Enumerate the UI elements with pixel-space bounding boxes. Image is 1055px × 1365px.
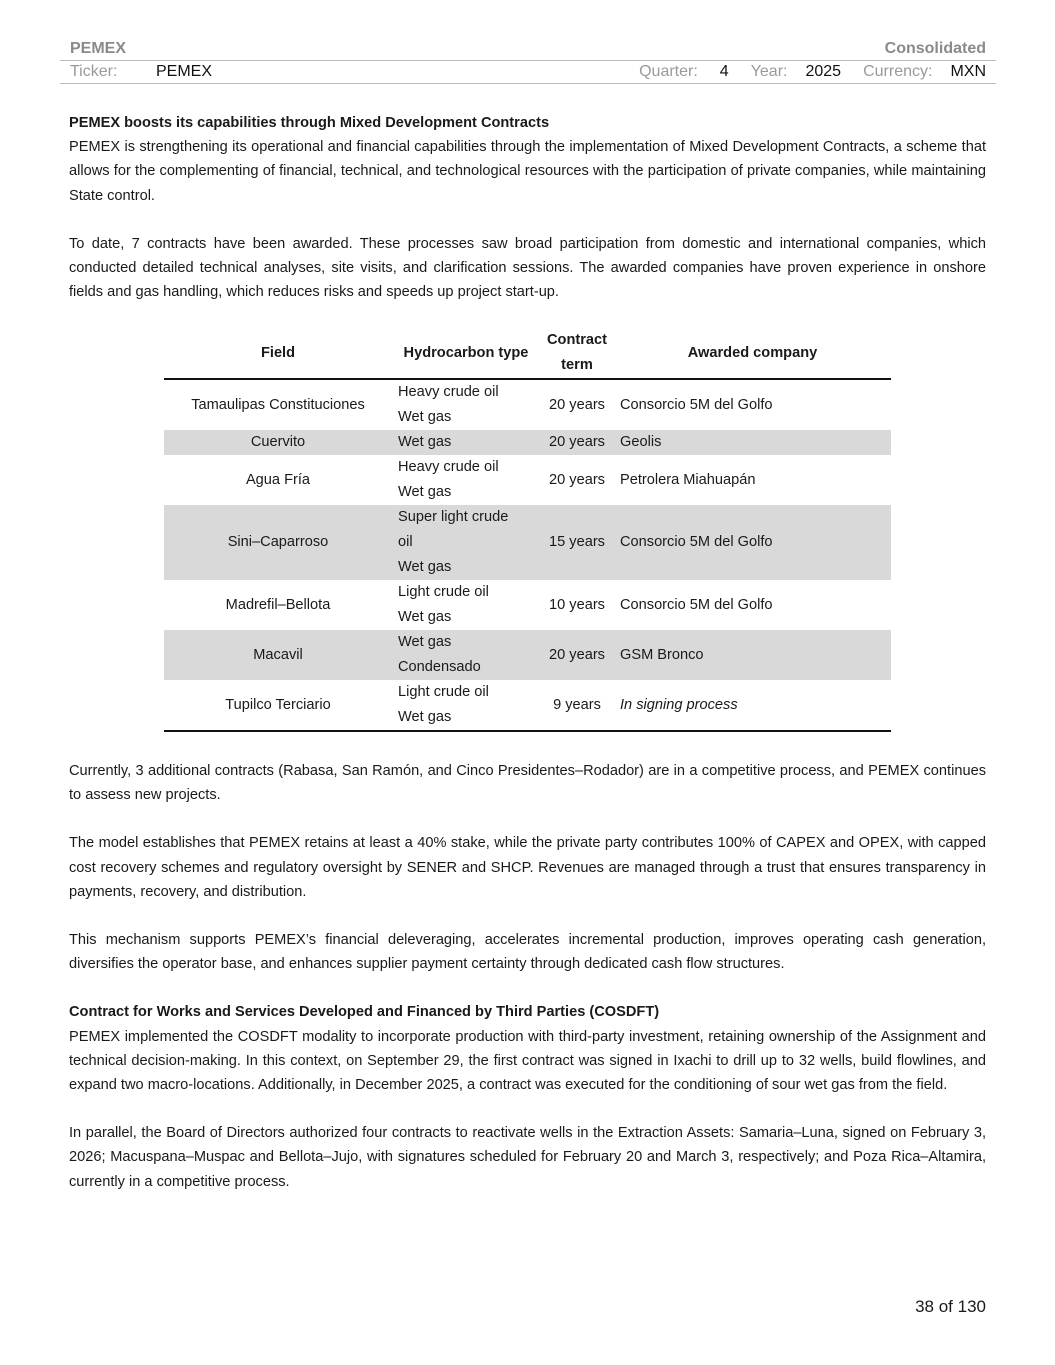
cell-awarded-company: Petrolera Miahuapán [620, 471, 756, 488]
cell-contract-term: 20 years [549, 471, 605, 488]
report-header [60, 36, 996, 84]
cell-awarded-company: Consorcio 5M del Golfo [620, 396, 773, 413]
cell-hydrocarbon-type [392, 455, 540, 505]
cell-awarded-company: Geolis [614, 430, 891, 455]
cell-hydrocarbon-type [392, 430, 540, 455]
cell-awarded-company: In signing process [614, 680, 891, 731]
hydrocarbon-type-line: Wet gas [398, 409, 452, 425]
cell-contract-term: 15 years [540, 505, 614, 580]
cell-field: Madrefil–Bellota [225, 596, 331, 613]
hydrocarbon-type-line: Wet gas [398, 559, 452, 575]
currency-label: Currency: [863, 63, 933, 80]
cell-field: Cuervito [164, 430, 392, 455]
cell-contract-term: 10 years [549, 596, 605, 613]
cell-hydrocarbon-type [392, 630, 540, 680]
section-mixed-development [69, 111, 986, 304]
cell-field: Agua Fría [245, 471, 311, 488]
section-title: PEMEX boosts its capabilities through Mixed Development Contracts [69, 115, 550, 131]
column-header-awarded-company: Awarded company [614, 328, 891, 379]
company-name: PEMEX [70, 40, 127, 57]
header-meta-row [60, 61, 996, 84]
table-row [164, 630, 891, 680]
cell-contract-term: 20 years [540, 430, 614, 455]
hydrocarbon-type-line: Wet gas [398, 709, 452, 725]
table-row [164, 455, 891, 505]
column-header-field: Field [164, 328, 392, 379]
cell-hydrocarbon-type [392, 379, 540, 430]
paragraph: PEMEX implemented the COSDFT modality to incorporate production with third-party investment, retaining ownership of the Assignment and technical decision-making. In this context, on September 29, the first contract was signed in Ixachi to drill up to 32 wells, build flowlines, and expand two macro-locations. Additionally, in December 2025, a contract was executed for the conditioning of sour wet gas from the field. [69, 1028, 986, 1094]
page-number: 38 of 130 [915, 1297, 986, 1316]
column-header-hydrocarbon-type: Hydrocarbon type [392, 328, 540, 379]
quarter-label: Quarter: [639, 63, 698, 80]
section-title: Contract for Works and Services Developed and Financed by Third Parties (COSDFT) [69, 1004, 660, 1021]
hydrocarbon-type-line: Wet gas [398, 609, 452, 625]
cell-contract-term: 20 years [540, 630, 614, 680]
table-row [164, 379, 891, 430]
report-scope: Consolidated [884, 40, 986, 57]
cell-field: Tamaulipas Constituciones [191, 396, 365, 413]
paragraph: This mechanism supports PEMEX’s financial deleveraging, accelerates incremental production, improves operating cash generation, diversifies the operator base, and enhances supplier payment certainty through dedicated cash flow structures. [69, 932, 986, 973]
hydrocarbon-type-line: Heavy crude oil [398, 459, 499, 475]
table-row [164, 680, 891, 731]
hydrocarbon-type-line: Super light crude [398, 509, 509, 525]
section-continued [69, 759, 986, 1194]
hydrocarbon-type-line: Wet gas [398, 434, 452, 450]
hydrocarbon-type-line: Light crude oil [398, 584, 489, 600]
table-header-row [164, 328, 891, 379]
paragraph: PEMEX is strengthening its operational and financial capabilities through the implementation of Mixed Development Contracts, a scheme that allows for the complementing of financial, technical, and technological resources with the participation of private companies, while maintaining State control. [69, 139, 986, 204]
cell-awarded-company: GSM Bronco [614, 630, 891, 680]
hydrocarbon-type-line: oil [398, 534, 413, 550]
cell-contract-term: 20 years [549, 396, 605, 413]
hydrocarbon-type-line: Heavy crude oil [398, 384, 499, 400]
paragraph: In parallel, the Board of Directors authorized four contracts to reactivate wells in the Extraction Assets: Samaria–Luna, signed on February 3, 2026; Macuspana–Muspac and Bellota–Jujo, with signatures scheduled for February 20 and March 3, respectively; and Poza Rica–Altamira, currently in a competitive process. [69, 1125, 986, 1190]
table-row [164, 430, 891, 455]
contracts-table [164, 328, 891, 732]
header-title-row [60, 36, 996, 61]
year-label: Year: [750, 63, 788, 80]
cell-field: Macavil [164, 630, 392, 680]
ticker-value: PEMEX [156, 63, 213, 80]
currency-value: MXN [950, 63, 986, 80]
cell-hydrocarbon-type [392, 580, 540, 630]
hydrocarbon-type-line: Wet gas [398, 634, 452, 650]
hydrocarbon-type-line: Wet gas [398, 484, 452, 500]
table-row [164, 505, 891, 580]
paragraph: To date, 7 contracts have been awarded. These processes saw broad participation from domestic and international companies, which conducted detailed technical analyses, site visits, and clarification sessions. The awarded companies have proven experience in onshore fields and gas handling, which reduces risks and speeds up project start-up. [69, 235, 986, 301]
cell-hydrocarbon-type [392, 680, 540, 731]
cell-contract-term: 9 years [540, 680, 614, 731]
year-value: 2025 [805, 63, 842, 80]
cell-field: Tupilco Terciario [164, 680, 392, 731]
cell-awarded-company: Consorcio 5M del Golfo [620, 596, 773, 613]
cell-field: Sini–Caparroso [164, 505, 392, 580]
cell-hydrocarbon-type [392, 505, 540, 580]
ticker-label: Ticker: [70, 63, 118, 80]
hydrocarbon-type-line: Condensado [398, 659, 481, 675]
column-header-contract-term: Contract term [540, 328, 614, 379]
paragraph: The model establishes that PEMEX retains at least a 40% stake, while the private party contributes 100% of CAPEX and OPEX, with capped cost recovery schemes and regulatory oversight by SENER and SHCP. Revenues are managed through a trust that ensures transparency in payments, recovery, and distribution. [69, 835, 986, 900]
paragraph: Currently, 3 additional contracts (Rabasa, San Ramón, and Cinco Presidentes–Rodador) are in a competitive process, and PEMEX continues to assess new projects. [69, 763, 986, 804]
hydrocarbon-type-line: Light crude oil [398, 684, 489, 700]
table-row [164, 580, 891, 630]
cell-awarded-company: Consorcio 5M del Golfo [614, 505, 891, 580]
quarter-value: 4 [719, 63, 729, 80]
